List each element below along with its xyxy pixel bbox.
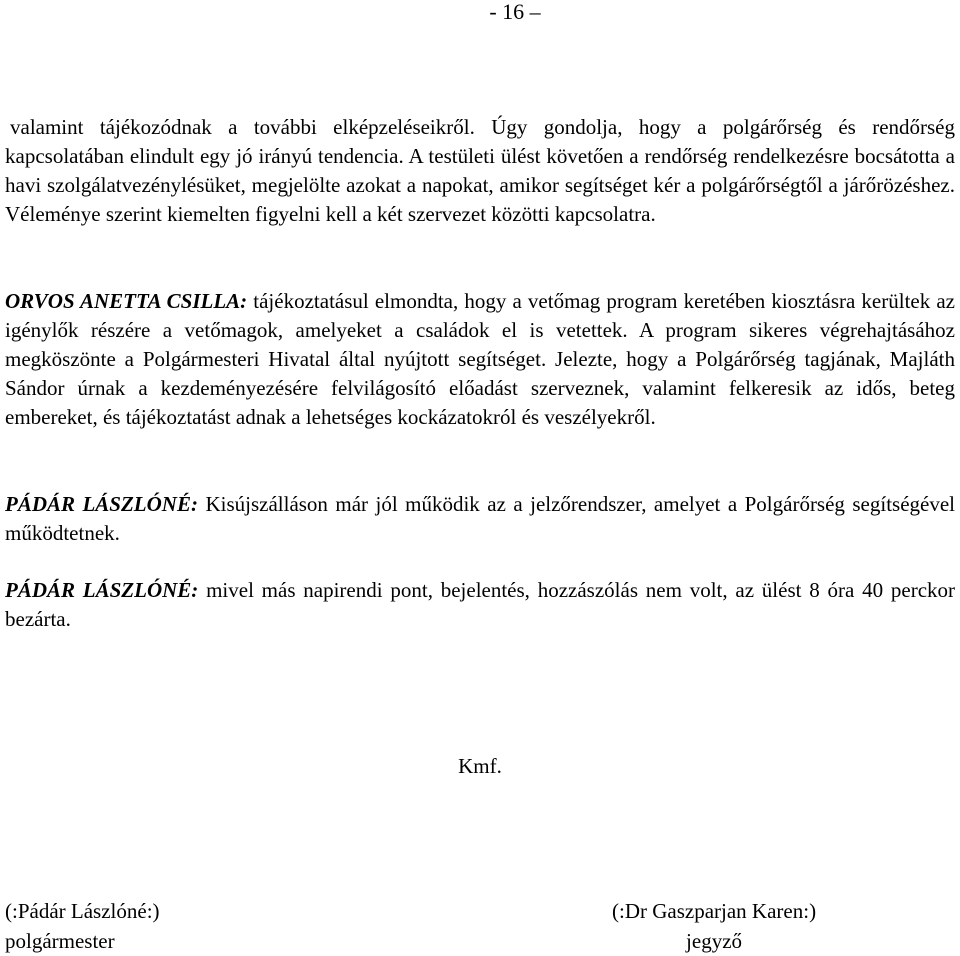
signature-block-notary	[612, 896, 816, 956]
paragraph-text: mivel más napirendi pont, bejelentés, hozzászólás nem volt, az ülést 8 óra 40 perckor bezárta.	[5, 578, 956, 631]
paragraph-text: tájékoztatásul elmondta, hogy a vetőmag program keretében kiosztásra kerültek az igénylők részére a vetőmagok, amelyeket a családok el is vetettek. A program sikeres végrehajtásához megköszönte a Polgármesteri Hivatal által nyújtott segítséget. Jelezte, hogy a Polgárőrség tagjának, Majláth Sándor úrnak a kezdeményezésére felvilágosító előadást szerveznek, valamint felkeresik az idős, beteg embereket, és tájékoztatást adnak a lehetséges kockázatokról és veszélyekről.	[5, 289, 956, 429]
paragraph-intro	[5, 113, 955, 229]
signature-title: jegyző	[686, 929, 743, 953]
signature-title: polgármester	[5, 929, 115, 953]
speaker-name: ORVOS ANETTA CSILLA:	[5, 289, 248, 313]
signature-name: (:Dr Gaszparjan Karen:)	[612, 899, 817, 923]
paragraph-orvos	[5, 287, 955, 432]
paragraph-text: Kisújszálláson már jól működik az a jelzőrendszer, amelyet a Polgárőrség segítségével működtetnek.	[5, 492, 956, 545]
speaker-name: PÁDÁR LÁSZLÓNÉ:	[5, 492, 198, 516]
paragraph-padar-1	[5, 490, 955, 548]
paragraph-text: valamint tájékozódnak a további elképzeléseikről. Úgy gondolja, hogy a polgárőrség és rendőrség kapcsolatában elindult egy jó irányú tendencia. A testületi ülést követően a rendőrség rendelkezésre bocsátotta a havi szolgálatvezénylésüket, megjelölte azokat a napokat, amikor segítséget kér a polgárőrségtől a járőrözéshez. Véleménye szerint kiemelten figyelni kell a két szervezet közötti kapcsolatra.	[5, 115, 955, 226]
signature-block-mayor	[5, 896, 160, 956]
signature-name: (:Pádár Lászlóné:)	[5, 899, 160, 923]
speaker-name: PÁDÁR LÁSZLÓNÉ:	[5, 578, 199, 602]
page-number: - 16 –	[489, 0, 541, 24]
kmf-label: Kmf.	[458, 754, 502, 778]
paragraph-padar-2	[5, 576, 955, 634]
